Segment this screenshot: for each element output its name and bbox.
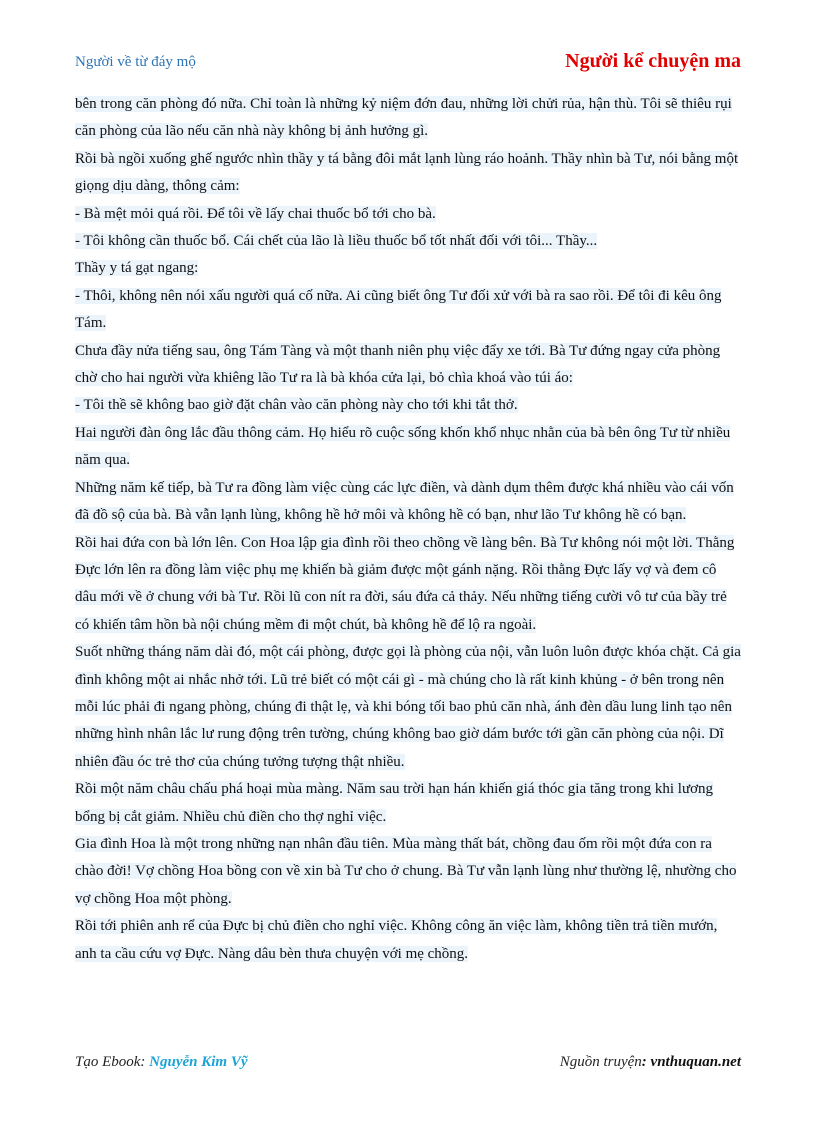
paragraph: Rồi bà ngồi xuống ghế ngước nhìn thầy y tá bằng đôi mắt lạnh lùng ráo hoảnh. Thầy nhìn bà Tư, nói bằng một giọng dịu dàng, thông cảm: xyxy=(75,150,739,195)
paragraph: - Tôi thề sẽ không bao giờ đặt chân vào căn phòng này cho tới khi tắt thở. xyxy=(75,397,518,414)
paragraph: - Thôi, không nên nói xấu người quá cố nữa. Ai cũng biết ông Tư đối xử với bà ra sao rồi. Để tôi đi kêu ông Tám. xyxy=(75,287,722,332)
paragraph: Rồi một năm châu chấu phá hoại mùa màng. Năm sau trời hạn hán khiến giá thóc gia tăng trong khi lương bổng bị cắt giảm. Nhiều chủ điền cho thợ nghỉ việc. xyxy=(75,781,714,825)
paragraph: Rồi hai đứa con bà lớn lên. Con Hoa lập gia đình rồi theo chồng về làng bên. Bà Tư không nói một lời. Thằng Đực lớn lên ra đồng làm việc phụ mẹ khiến bà giảm được một gánh nặng. Rồi thằng Đực lấy vợ và đem cô dâu mới về ở chung với bà Tư. Rồi lũ con nít ra đời, sáu đứa cả thảy. Nếu những tiếng cười vô tư của bầy trẻ có khiến tâm hồn bà nội chúng mềm đi một chút, bà không hề để lộ ra ngoài. xyxy=(75,534,735,633)
paragraph: - Bà mệt mỏi quá rồi. Để tôi về lấy chai thuốc bổ tới cho bà. xyxy=(75,205,436,222)
story-text xyxy=(75,91,741,968)
page-footer xyxy=(75,1054,741,1076)
paragraph: Suốt những tháng năm dài đó, một cái phòng, được gọi là phòng của nội, vẫn luôn luôn được khóa chặt. Cả gia đình không một ai nhắc nhở tới. Lũ trẻ biết có một cái gì - mà chúng cho là rất kinh khủng - ở bên trong nên mỗi lúc phải đi ngang phòng, chúng đi thật lẹ, và khi bóng tối bao phủ căn nhà, ánh đèn dầu lung linh tạo nên những hình nhân lắc lư rung động trên tường, chúng không bao giờ dám bước tới gần căn phòng của nội. Dĩ nhiên đầu óc trẻ thơ của chúng tưởng tượng thật nhiều. xyxy=(75,644,741,770)
ebook-author: Nguyễn Kim Vỹ xyxy=(149,1054,248,1070)
paragraph: Rồi tới phiên anh rể của Đực bị chủ điền cho nghỉ việc. Không công ăn việc làm, không tiền trả tiền mướn, anh ta cầu cứu vợ Đực. Nàng dâu bèn thưa chuyện với mẹ chồng. xyxy=(75,918,718,962)
paragraph: Hai người đàn ông lắc đầu thông cảm. Họ hiểu rõ cuộc sống khốn khổ nhục nhằn của bà bên ông Tư từ nhiều năm qua. xyxy=(75,424,731,469)
source-site: vnthuquan.net xyxy=(650,1054,741,1070)
paragraph: - Tôi không cần thuốc bổ. Cái chết của lão là liều thuốc bổ tốt nhất đối với tôi... Thầy... xyxy=(75,233,598,250)
paragraph: Gia đình Hoa là một trong những nạn nhân đầu tiên. Mùa màng thất bát, chồng đau ốm rồi một đứa con ra chào đời! Vợ chồng Hoa bồng con về xin bà Tư cho ở chung. Bà Tư vẫn lạnh lùng như thường lệ, nhường cho vợ chồng Hoa một phòng. xyxy=(75,835,737,907)
book-title: Người về từ đáy mộ xyxy=(75,54,196,70)
page-header xyxy=(75,50,741,78)
paragraph: Chưa đầy nửa tiếng sau, ông Tám Tàng và một thanh niên phụ việc đẩy xe tới. Bà Tư đứng ngay cửa phòng chờ cho hai người vừa khiêng lão Tư ra là bà khóa cửa lại, bỏ chìa khoá vào túi áo: xyxy=(75,342,721,387)
source-label: Nguồn truyện xyxy=(559,1054,642,1070)
ebook-label: Tạo Ebook xyxy=(75,1054,141,1070)
paragraph: Những năm kế tiếp, bà Tư ra đồng làm việc cùng các lực điền, và dành dụm thêm được khá nhiều vào cái vốn đã đồ sộ của bà. Bà vẫn lạnh lùng, không hề hở môi và không hề có bạn, như lão Tư không hề có bạn. xyxy=(75,479,734,524)
paragraph: Thầy y tá gạt ngang: xyxy=(75,260,199,277)
ebook-credit: Tạo Ebook: Nguyễn Kim Vỹ xyxy=(75,1054,248,1070)
series-title: Người kể chuyện ma xyxy=(565,50,741,72)
paragraph: bên trong căn phòng đó nữa. Chỉ toàn là những kỷ niệm đớn đau, những lời chửi rủa, hận thù. Tôi sẽ thiêu rụi căn phòng của lão nếu căn nhà này không bị ảnh hưởng gì. xyxy=(75,96,732,140)
source-credit: Nguồn truyện: vnthuquan.net xyxy=(559,1054,741,1070)
